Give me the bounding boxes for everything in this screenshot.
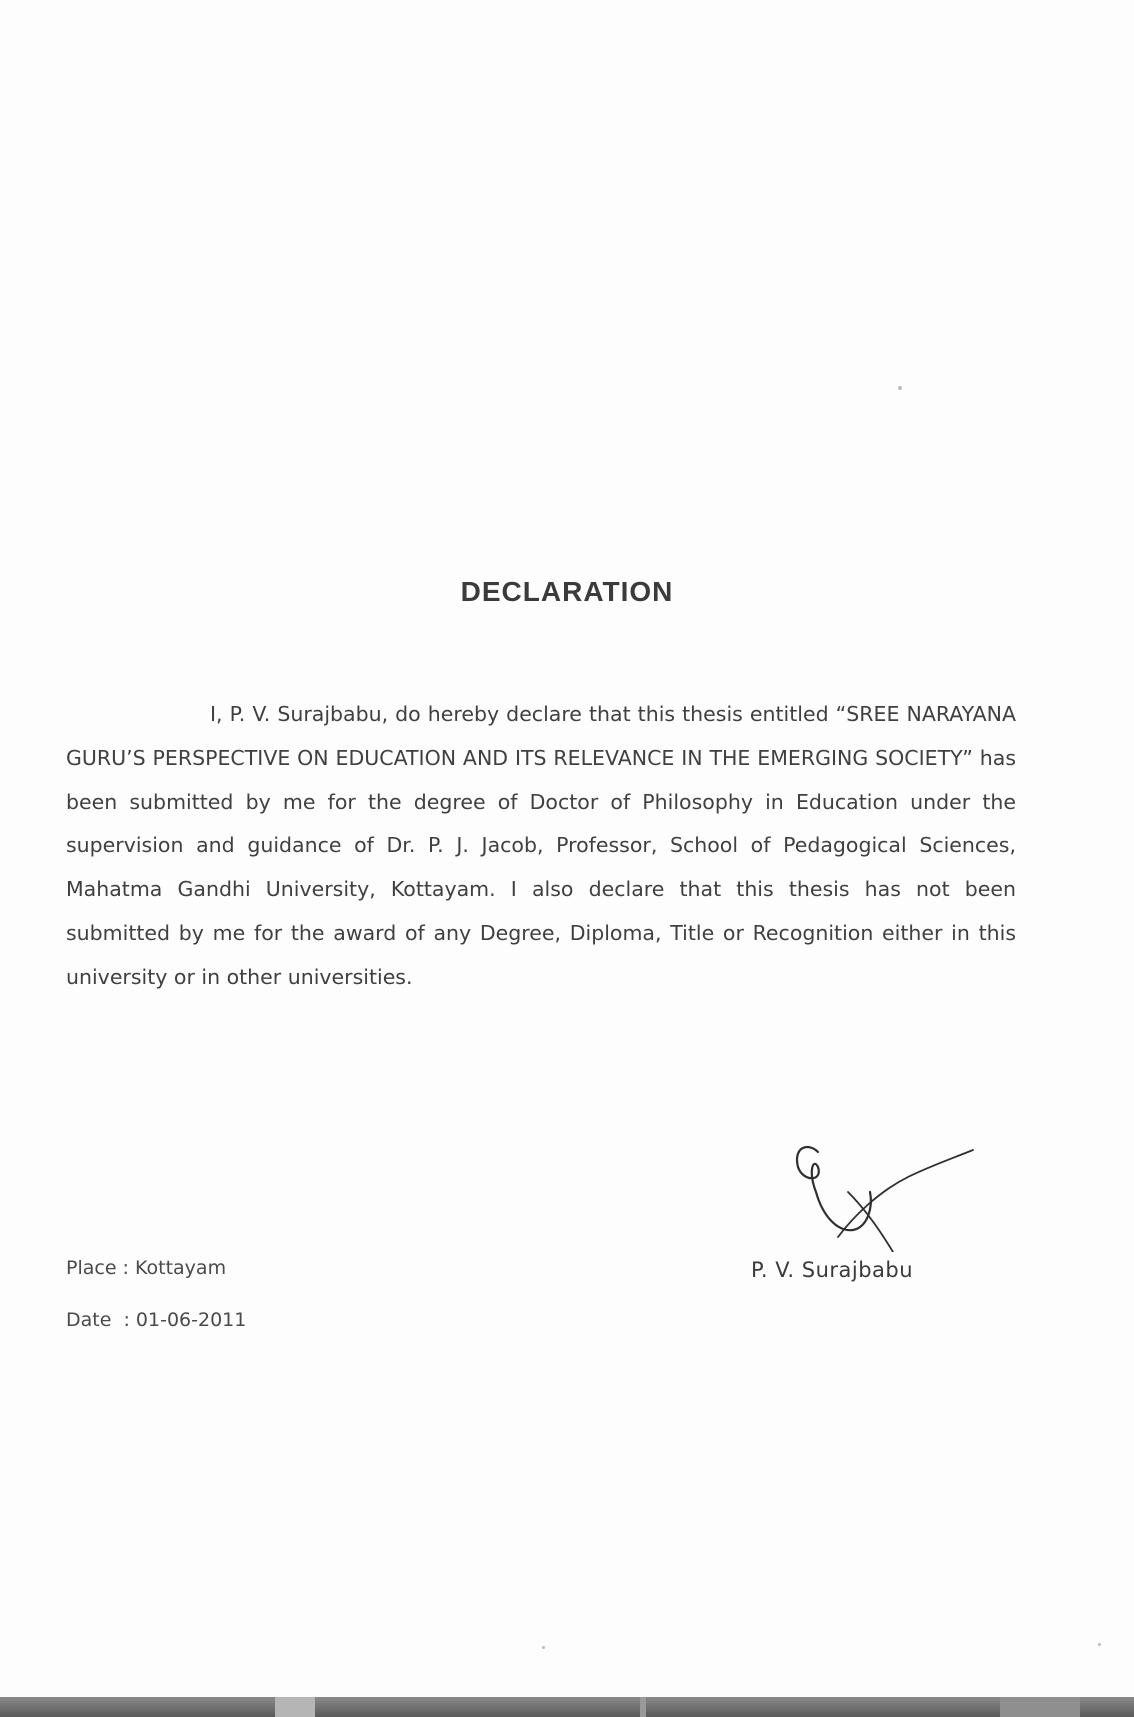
place-line: Place : Kottayam (66, 1257, 227, 1279)
scan-speck (542, 1646, 545, 1649)
date-line: Date : 01-06-2011 (66, 1309, 247, 1331)
scan-speck (1098, 1643, 1101, 1646)
signer-name: P. V. Surajbabu (751, 1258, 914, 1282)
handwritten-signature (778, 1122, 978, 1252)
declaration-paragraph: I, P. V. Surajbabu, do hereby declare that this thesis entitled “SREE NARAYANA GURU’S PERSPECTIVE ON EDUCATION AND ITS RELEVANCE IN THE EMERGING SOCIETY” has been submitted by me for the degree of Doctor of Philosophy in Education under the supervision and guidance of Dr. P. J. Jacob, Professor, School of Pedagogical Sciences, Mahatma Gandhi University, Kottayam. I also declare that this thesis has not been submitted by me for the award of any Degree, Diploma, Title or Recognition either in this university or in other universities. (66, 702, 1016, 989)
page-title: DECLARATION (460, 576, 674, 607)
scan-speck (898, 386, 902, 390)
scan-edge-bar (0, 1697, 1134, 1717)
